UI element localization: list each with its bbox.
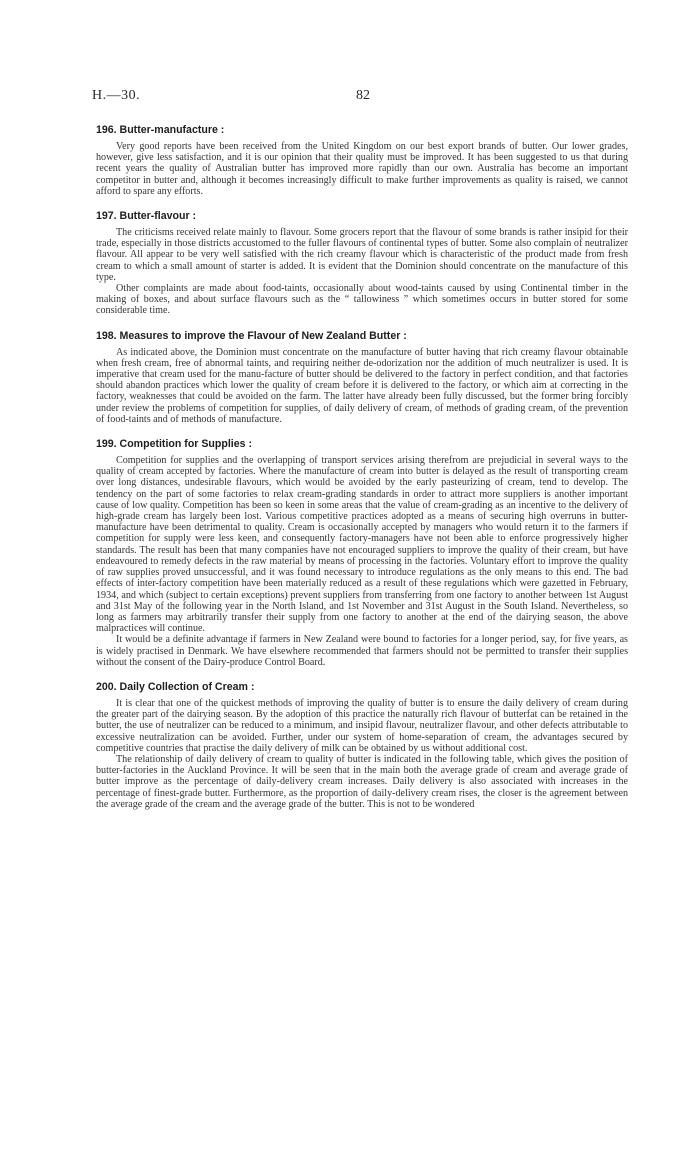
section-heading: 199. Competition for Supplies : bbox=[96, 438, 252, 451]
section-200 bbox=[96, 681, 628, 810]
page-body bbox=[96, 124, 628, 823]
section-196 bbox=[96, 124, 628, 197]
page-number: 82 bbox=[356, 88, 370, 103]
section-heading: 197. Butter-flavour : bbox=[96, 210, 197, 223]
paragraph: It is clear that one of the quickest methods of improving the quality of butter is to ensure the daily delivery of cream during the greater part of the dairying season. By the adoption of this practice the naturally rich flavour of butterfat can be retained in the butter, the use of neutralizer can be reduced to a minimum, and insipid flavour, neutralizer flavour, and other defects attributable to excessive neutralization can be avoided. Further, under our system of home-separation of cream, the advantages secured by competitive countries that practise the daily delivery of milk can be obtained by us without additional cost. bbox=[96, 697, 628, 754]
paragraph: Other complaints are made about food-taints, occasionally about wood-taints caused by using Continental timber in the making of boxes, and about surface flavours such as the “ tallowiness ” which sometimes occurs in butter stored for some considerable time. bbox=[96, 283, 628, 317]
section-199 bbox=[96, 438, 628, 668]
paragraph: The criticisms received relate mainly to flavour. Some grocers report that the flavour of some brands is rather insipid for their trade, especially in those districts accustomed to the fuller flavours of continental types of butter. Some also complain of neutralizer flavour. All appear to be very well satisfied with the rich creamy flavour which is characteristic of the product made from fresh cream to which a small amount of starter is added. It is evident that the Dominion should concentrate on the manufacture of this type. bbox=[96, 227, 628, 283]
paragraph: It would be a definite advantage if farmers in New Zealand were bound to factories for a longer period, say, for five years, as is widely practised in Denmark. We have elsewhere recommended that farmers should not be permitted to transfer their supplies without the consent of the Dairy-produce Control Board. bbox=[96, 634, 628, 668]
paragraph: The relationship of daily delivery of cream to quality of butter is indicated in the following table, which gives the position of butter-factories in the Auckland Province. It will be seen that in the main both the average grade of cream and average grade of butter improve as the percentage of daily-delivery cream increases. Daily delivery is also associated with increases in the percentage of finest-grade butter. Furthermore, as the proportion of daily-delivery cream rises, the closer is the agreement between the average grade of the cream and the average grade of the butter. This is not to be wondered bbox=[96, 753, 628, 810]
paragraph: Very good reports have been received from the United Kingdom on our best export brands of butter. Our lower grades, however, give less satisfaction, and it is our opinion that their quality must be improved. It has been suggested to us that during recent years the quality of Australian butter has improved more rapidly than our own. Australia has become an important competitor in butter and, although it becomes increasingly difficult to make further improvements as quality is raised, we cannot afford to spare any efforts. bbox=[96, 141, 628, 197]
section-heading: 196. Butter-manufacture : bbox=[96, 124, 225, 136]
document-reference: H.—30. bbox=[92, 88, 141, 103]
page-header bbox=[92, 88, 632, 108]
section-198 bbox=[96, 330, 628, 425]
section-197 bbox=[96, 210, 628, 317]
paragraph: As indicated above, the Dominion must concentrate on the manufacture of butter having that rich creamy flavour obtainable when fresh cream, free of abnormal taints, and requiring neither de-odorization nor the addition of much neutralizer is used. It is imperative that cream used for the manu-facture of butter should be delivered to the factory in perfect condition, and that factories should abandon practices which lower the quality of cream before it is delivered to the factory, or which aim at correcting in the factory, weaknesses that could be avoided on the farm. The latter have already been fully discussed, but the former bring forcibly under review the problems of competition for supplies, of daily delivery of cream, of methods of grading cream, of the prevention of food-taints and of methods of manufacture. bbox=[96, 346, 628, 425]
section-heading: 200. Daily Collection of Cream : bbox=[96, 680, 255, 693]
paragraph: Competition for supplies and the overlapping of transport services arising therefrom are prejudicial in several ways to the quality of cream accepted by factories. Where the manufacture of cream into butter is delayed as the result of transporting cream over long distances, undesirable flavours, which would be avoided by the early pasteurizing of cream, tend to develop. The tendency on the part of some factories to relax cream-grading standards in order to attract more suppliers is another important cause of low quality. Competition has been so keen in some areas that the value of cream-grading as an incentive to the delivery of high-grade cream has largely been lost. Various competitive practices adopted as a means of securing high overruns in butter-manufacture have been detrimental to quality. Cream is occasionally accepted by managers who would return it to the farmers if competition for supply were less keen, and consequently factory-managers have not been able to enforce progressively higher standards. The result has been that many companies have not encouraged suppliers to improve the quality of their cream, but have endeavoured to remedy defects in the raw material by means of processing in the factories. Voluntary effort to improve the quality of raw supplies proved unsuccessful, and it was found necessary to introduce regulations as the only means to this end. The bad effects of inter-factory competition have been materially reduced as a result of these regulations which were gazetted in February, 1934, and which (subject to certain exceptions) prevent suppliers from transferring from one factory to another between 1st August and 31st May of the following year in the North Island, and 1st November and 31st August in the South Island. Nevertheless, so long as farmers may arbitrarily transfer their supply from one factory to another at the end of the dairying season, the above malpractices will continue. bbox=[96, 455, 628, 635]
section-heading: 198. Measures to improve the Flavour of New Zealand Butter : bbox=[96, 329, 407, 342]
